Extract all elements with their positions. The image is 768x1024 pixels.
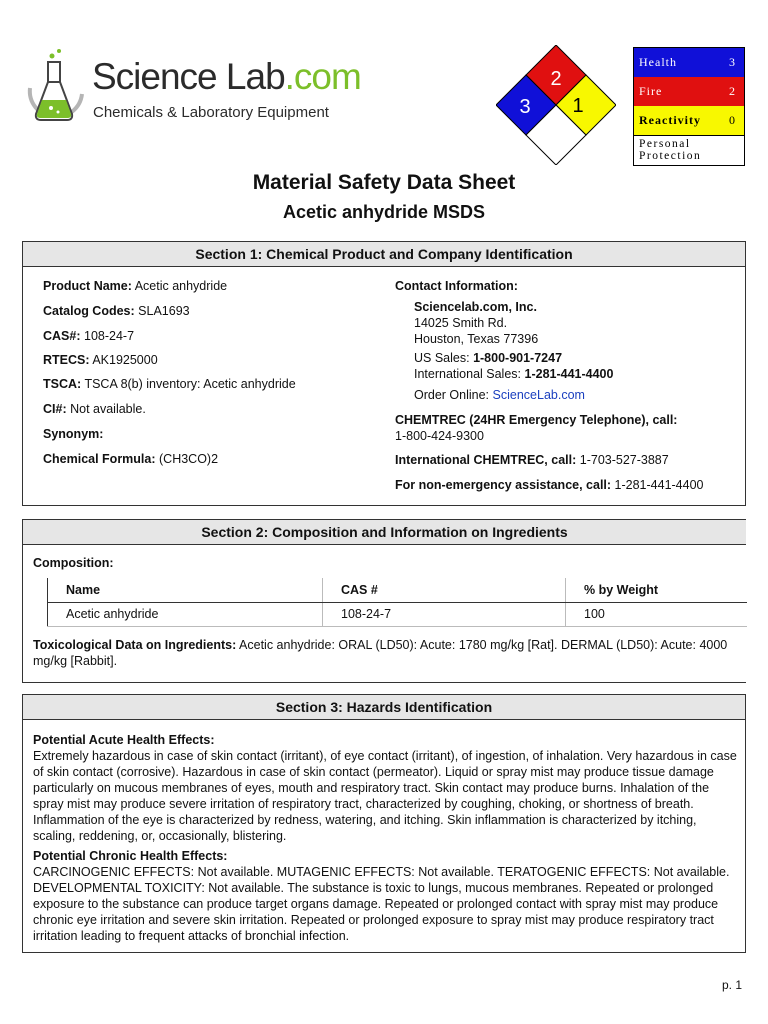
nfpa-diamond — [496, 45, 616, 165]
section-1 — [22, 241, 746, 506]
table-header-row — [48, 578, 748, 602]
composition-table — [47, 578, 747, 627]
cell-cas: 108-24-7 — [323, 602, 566, 626]
cell-weight: 100 — [566, 602, 748, 626]
non-emergency-assistance: For non-emergency assistance, call: 1-281-441-4400 — [395, 478, 704, 492]
contact-label: Contact Information: — [395, 279, 518, 293]
order-online-link[interactable]: ScienceLab.com — [492, 388, 585, 402]
rtecs: RTECS: AK1925000 — [43, 353, 158, 367]
sciencelab-logo — [20, 46, 361, 130]
nfpa-fire-value: 2 — [550, 68, 562, 90]
toxicological-data: Toxicological Data on Ingredients: Acetic anhydride: ORAL (LD50): Acute: 1780 mg/kg [Rat]. DERMAL (LD50): Acute: 4000 mg/kg [Rabbit]. — [33, 638, 728, 668]
us-sales: US Sales: 1-800-901-7247 — [414, 351, 563, 365]
section-1-heading: Section 1: Chemical Product and Company Identification — [23, 242, 745, 267]
column-header-cas: CAS # — [323, 578, 566, 602]
document-subtitle: Acetic anhydride MSDS — [282, 202, 486, 222]
table-row — [48, 602, 748, 626]
column-header-name: Name — [48, 578, 323, 602]
composition-label: Composition: — [33, 556, 114, 570]
ci-number: CI#: Not available. — [43, 402, 146, 416]
page-number: p. 1 — [721, 978, 742, 992]
section-3-heading: Section 3: Hazards Identification — [23, 695, 745, 720]
nfpa-health-value: 3 — [519, 96, 531, 118]
international-chemtrec: International CHEMTREC, call: 1-703-527-3887 — [395, 453, 669, 467]
section-2 — [22, 519, 746, 683]
hazard-fire-row: Fire 2 — [634, 77, 744, 106]
tsca: TSCA: TSCA 8(b) inventory: Acetic anhydride — [43, 377, 296, 391]
hazard-health-row: Health 3 — [634, 48, 744, 77]
flask-icon — [20, 48, 90, 130]
international-sales: International Sales: 1-281-441-4400 — [414, 367, 614, 381]
catalog-codes: Catalog Codes: SLA1693 — [43, 304, 190, 318]
brand-tagline: Chemicals & Laboratory Equipment — [93, 104, 329, 121]
cas-number: CAS#: 108-24-7 — [43, 329, 135, 343]
chemtrec-number: 1-800-424-9300 — [395, 429, 484, 443]
address-line-2: Houston, Texas 77396 — [414, 332, 539, 346]
chemical-formula: Chemical Formula: (CH3CO)2 — [43, 452, 219, 466]
section-2-heading: Section 2: Composition and Information on Ingredients — [23, 520, 746, 545]
chronic-health-effects: Potential Chronic Health Effects: CARCINOGENIC EFFECTS: Not available. MUTAGENIC EFFECTS: Not available. TERATOGENIC EFFECTS: Not available. DEVELOPMENTAL TOXICITY: Not available. The substance is toxic to lungs, mucous membranes. Repeated or prolonged exposure to the substance can produce target organs damage. Repeated or prolonged contact with spray mist may produce chronic eye irritation and severe skin irritation. Repeated or prolonged exposure to spray mist may produce respiratory tract irritation leading to frequent attacks of bronchial infection. — [33, 849, 730, 943]
hazard-rating-table — [633, 47, 745, 166]
acute-health-effects: Potential Acute Health Effects: Extremely hazardous in case of skin contact (irritant), of eye contact (irritant), of ingestion, of inhalation. Very hazardous in case of skin contact (corrosive). Hazardous in case of skin contact (permeator). Liquid or spray mist may produce tissue damage particularly on mucous membranes of eyes, mouth and respiratory tract. Skin contact may produce burns. Inhalation of the spray mist may produce severe irritation of respiratory tract, characterized by coughing, choking, or shortness of breath. Inflammation of the eye is characterized by redness, watering, and itching. Skin inflammation is characterized by itching, scaling, reddening, or, occasionally, blistering. — [33, 733, 737, 843]
chemtrec-label: CHEMTREC (24HR Emergency Telephone), call: — [395, 413, 678, 427]
hazard-personal-protection-row: Personal Protection — [634, 135, 744, 165]
cell-name: Acetic anhydride — [48, 602, 323, 626]
nfpa-reactivity-value: 1 — [572, 95, 584, 117]
synonym: Synonym: — [43, 427, 104, 441]
company-name: Sciencelab.com, Inc. — [414, 300, 537, 314]
brand-name: Science Lab.com — [92, 56, 361, 97]
document-title: Material Safety Data Sheet — [252, 171, 516, 194]
section-3 — [22, 694, 746, 953]
column-header-weight: % by Weight — [566, 578, 748, 602]
hazard-reactivity-row: Reactivity 0 — [634, 106, 744, 135]
address-line-1: 14025 Smith Rd. — [414, 316, 508, 330]
product-name: Product Name: Acetic anhydride — [43, 279, 228, 293]
order-online: Order Online: ScienceLab.com — [414, 388, 585, 402]
